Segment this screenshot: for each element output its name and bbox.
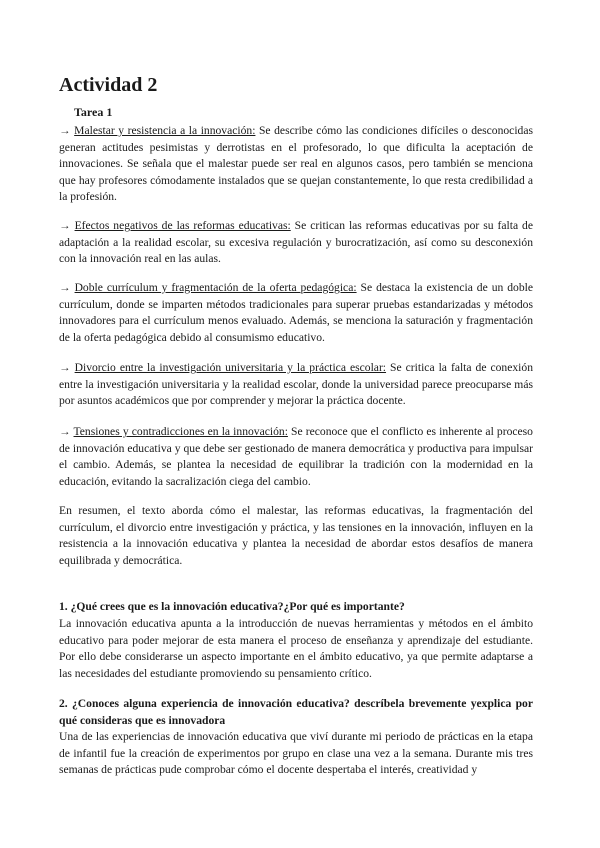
section-label: Efectos negativos de las reformas educativas: <box>74 219 291 232</box>
task-subtitle: Tarea 1 <box>74 105 113 119</box>
answer-1: La innovación educativa apunta a la introducción de nuevas herramientas y métodos en el ámbito educativo para poder mejorar de esta manera el proceso de enseñanza y aprendizaje del estudiante. Por ello debe considerarse un aspecto importante en el ámbito educativo, ya que permite adaptarse a las necesidades del estudiante promoviendo su pensamiento crítico. <box>59 617 533 680</box>
section-label: Malestar y resistencia a la innovación: <box>74 124 256 137</box>
section-text: Se destaca la existencia de un doble currículum, donde se imparten métodos tradicionales para superar pruebas estandarizadas y métodos innovadores para el currículum menos evaluado. Además, se menciona la saturación y fragmentación de la oferta pedagógica debido al consumismo educativo. <box>59 281 534 344</box>
section-paragraph <box>59 280 533 346</box>
section-text: Se critican las reformas educativas por su falta de adaptación a la realidad escolar, su excesiva regulación y burocratización, así como su desconexión con la innovación real en las aulas. <box>59 219 533 265</box>
question-2: 2. ¿Conoces alguna experiencia de innovación educativa? descríbela brevemente yexplica por qué consideras que es innovadora <box>59 697 533 727</box>
section-paragraph <box>59 218 533 268</box>
section-label: Divorcio entre la investigación universitaria y la práctica escolar: <box>74 361 387 374</box>
arrow-icon: → <box>59 281 71 294</box>
section-paragraph <box>59 360 533 410</box>
summary-paragraph: En resumen, el texto aborda cómo el malestar, las reformas educativas, la fragmentación del currículum, el divorcio entre investigación y práctica, y las tensiones en la innovación, influyen en la resistencia a la innovación educativa y plantea la necesidad de abordar estos desafíos de manera equilibrada y democrática. <box>59 504 533 567</box>
section-paragraph <box>59 123 533 206</box>
arrow-icon: → <box>59 425 71 438</box>
section-text: Se critica la falta de conexión entre la investigación universitaria y la realidad escolar, donde la universidad parece preocuparse más por asuntos académicos que por comprender y mejorar la práctica docente. <box>59 361 533 407</box>
section-paragraph <box>59 424 533 490</box>
arrow-icon: → <box>59 219 71 232</box>
arrow-icon: → <box>59 361 71 374</box>
section-label: Doble currículum y fragmentación de la oferta pedagógica: <box>74 281 357 294</box>
arrow-icon: → <box>59 124 71 137</box>
section-text: Se describe cómo las condiciones difíciles o desconocidas generan actitudes pesimistas y derrotistas en el profesorado, lo que dificulta la aceptación de innovaciones. Se señala que el malestar puede ser real en algunos casos, pero también se menciona que hay profesores cómodamente instalados que se quejan constantemente, lo que resta credibilidad a la profesión. <box>59 124 534 203</box>
page-title: Actividad 2 <box>59 74 158 96</box>
question-1: 1. ¿Qué crees que es la innovación educativa?¿Por qué es importante? <box>59 600 405 613</box>
section-label: Tensiones y contradicciones en la innovación: <box>73 425 288 438</box>
section-text: Se reconoce que el conflicto es inherente al proceso de innovación educativa y que debe ser gestionado de manera democrática y productiva para impulsar el cambio. Además, se plantea la necesidad de equilibrar la tradición con la modernidad en la educación, evitando la sacralización ciega del cambio. <box>59 425 533 488</box>
answer-2: Una de las experiencias de innovación educativa que viví durante mi periodo de prácticas en la etapa de infantil fue la creación de experimentos por grupo en clase una vez a la semana. Durante mis tres semanas de prácticas pude comprobar cómo el docente despertaba el interés, creatividad y <box>59 730 533 776</box>
